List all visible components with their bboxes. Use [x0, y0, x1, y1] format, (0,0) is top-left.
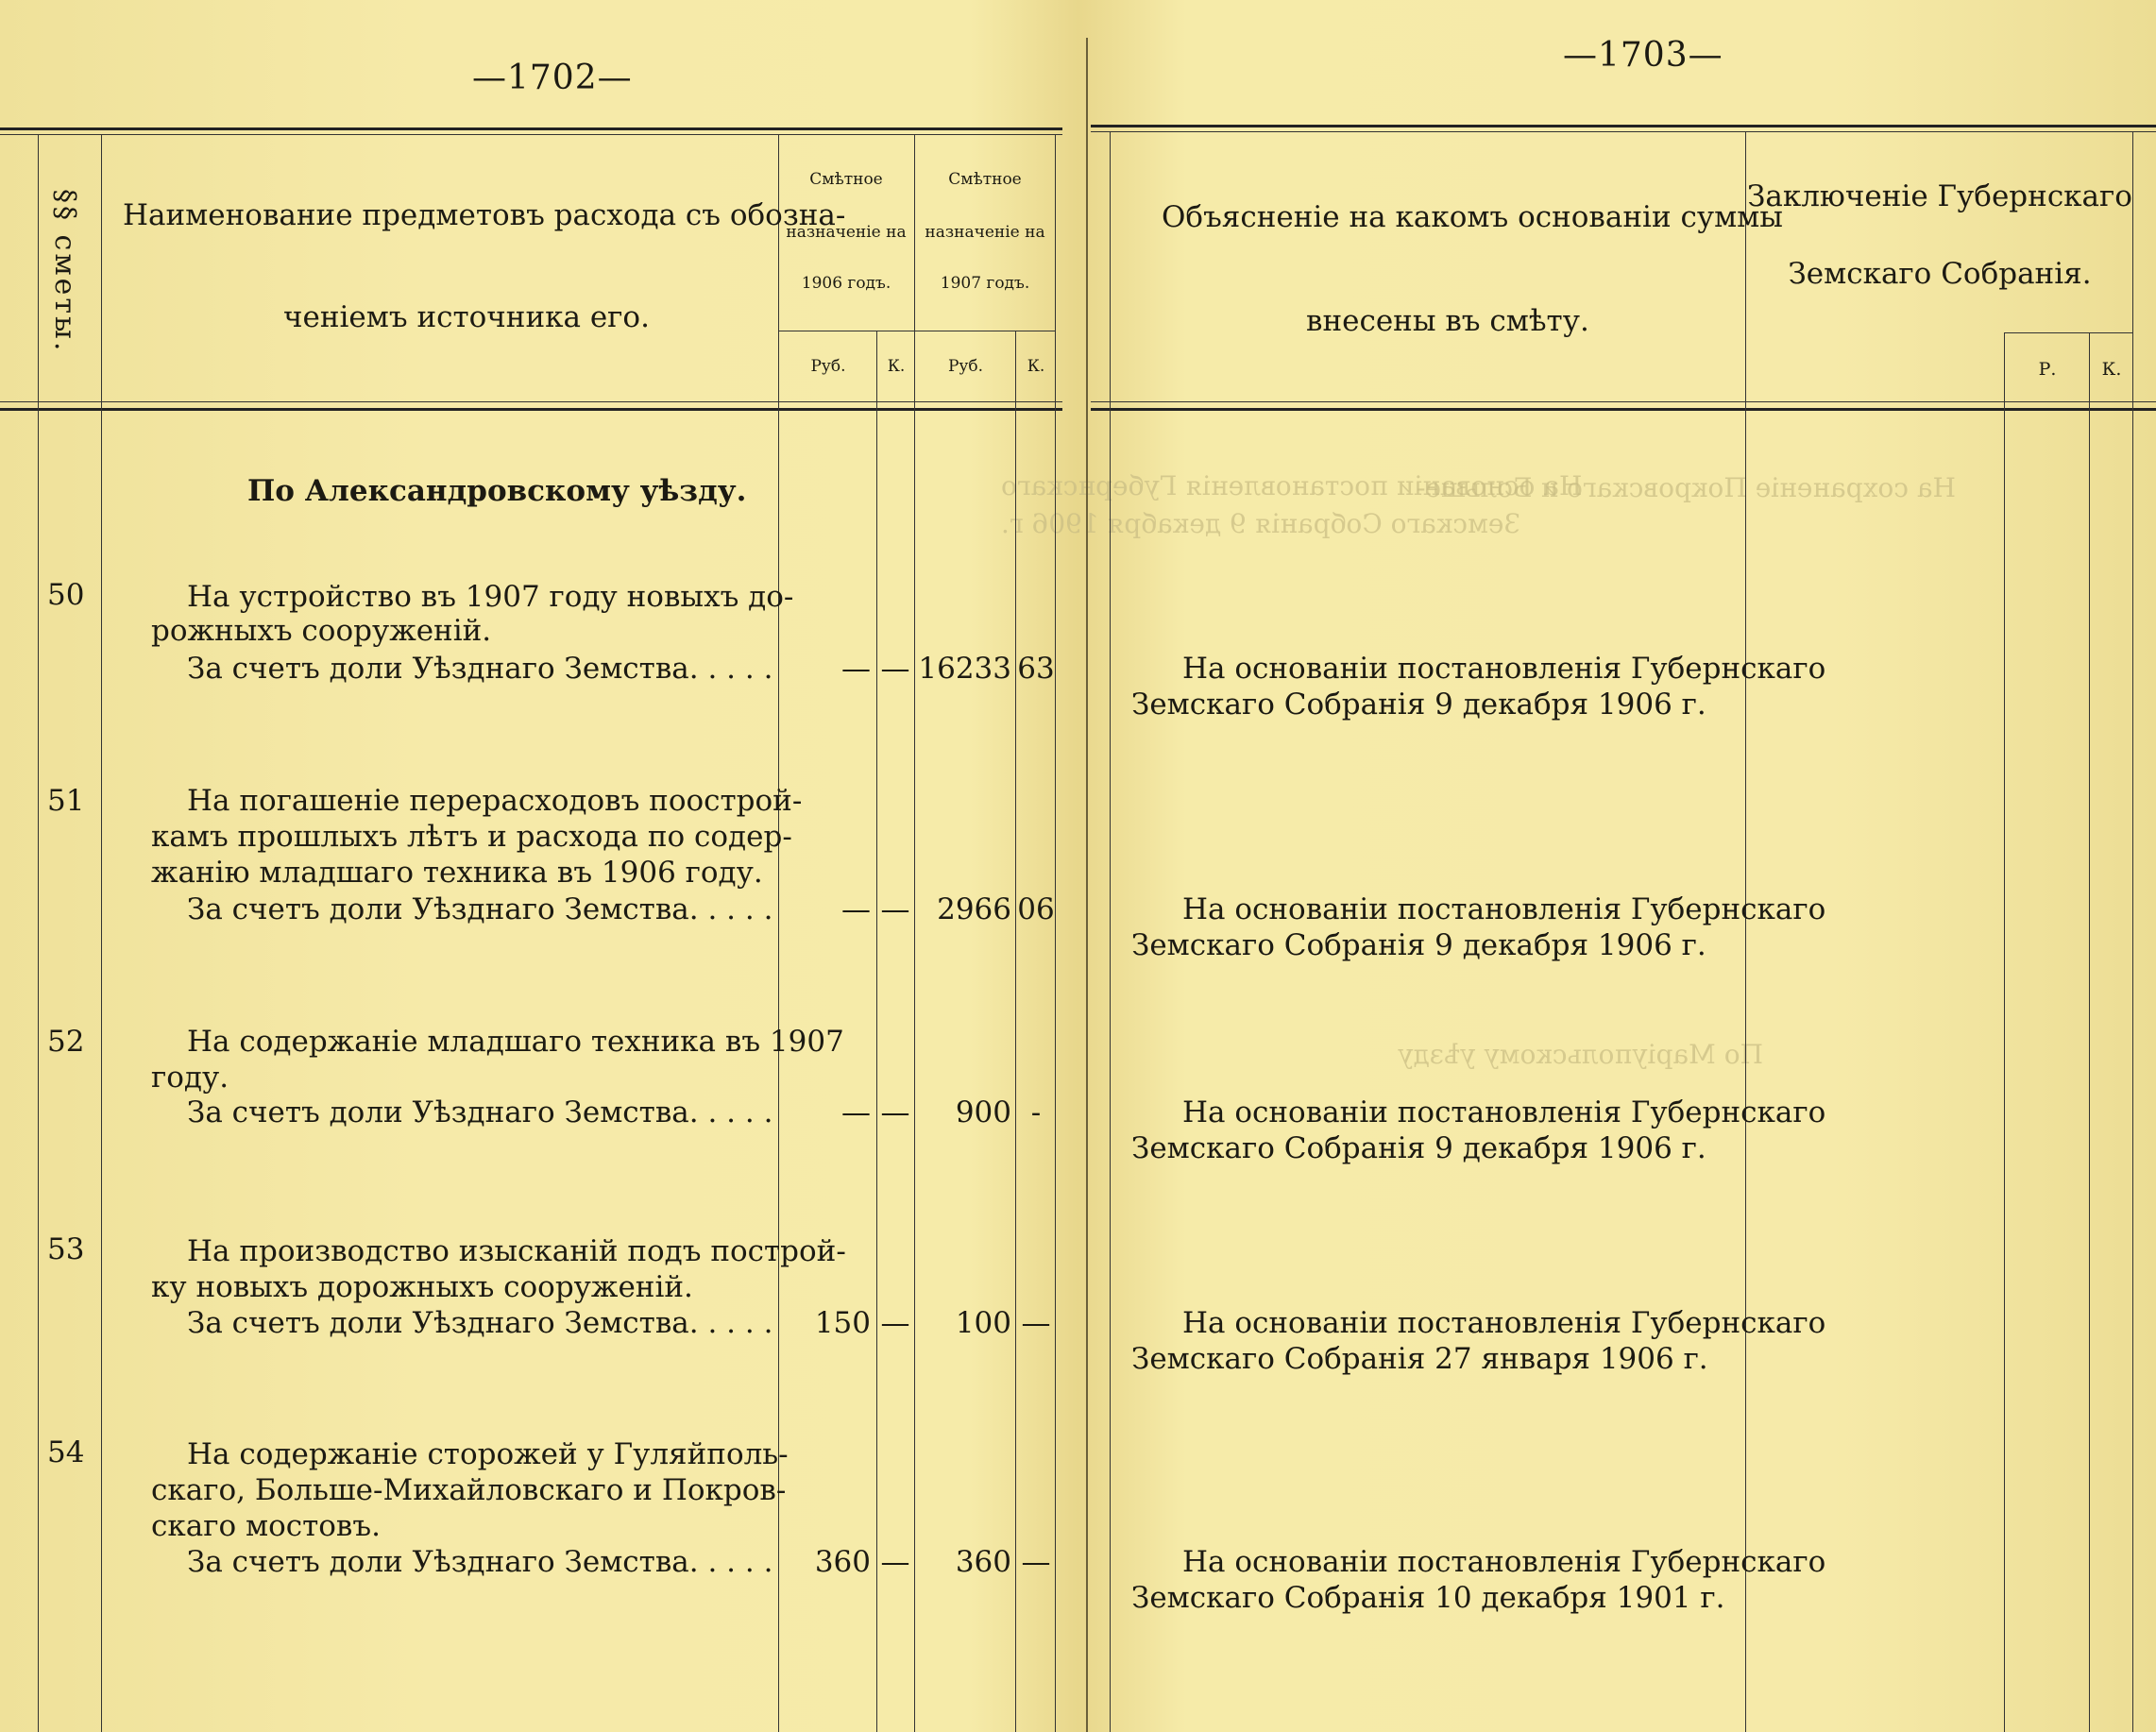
header-conclusion-line1: Заключеніе Губернскаго [1747, 179, 2132, 213]
row-text-line: За счетъ доли Уѣзднаго Земства. . . . . [187, 892, 773, 926]
column-divider [1015, 331, 1016, 1732]
amount-1906-kop: — [880, 892, 910, 926]
header-conclusion-kop: К. [2101, 359, 2122, 380]
row-text-line: На производство изысканій подъ построй- [187, 1234, 846, 1268]
amount-1906-rub: — [841, 1095, 871, 1129]
row-text-line: На устройство въ 1907 году новыхъ до- [187, 580, 794, 614]
amount-1906-kop: — [880, 1306, 910, 1340]
column-divider [1745, 131, 1746, 1732]
row-text-line: На содержаніе сторожей у Гуляйполь- [187, 1437, 789, 1471]
explanation-line: Земскаго Собранія 9 декабря 1906 г. [1131, 688, 1706, 722]
rule [0, 127, 1062, 130]
row-text-line: ку новыхъ дорожныхъ сооруженій. [151, 1270, 693, 1304]
amount-1907-kop: — [1021, 1306, 1051, 1340]
explanation-line: На основаніи постановленія Губернскаго [1182, 1306, 1826, 1340]
row-text-line: камъ прошлыхъ лѣтъ и расхода по содер- [151, 820, 792, 854]
header-name-line2: ченіемъ источника его. [283, 300, 650, 334]
rule [1091, 401, 2156, 402]
header-1906-rub: Руб. [810, 357, 846, 376]
column-divider [876, 331, 877, 1732]
header-conclusion-rub: Р. [2038, 359, 2057, 380]
row-text-line: На содержаніе младшаго техника въ 1907 [187, 1025, 844, 1059]
row-text-line: скаго, Больше-Михайловскаго и Покров- [151, 1473, 787, 1507]
bleed-through-text: Земскаго Собранія 9 декабря 1906 г. [1001, 508, 1520, 539]
amount-1906-rub: — [841, 652, 871, 686]
header-1907-line2: назначеніе на [925, 223, 1045, 242]
amount-1907-kop: — [1021, 1545, 1051, 1579]
row-text-line: За счетъ доли Уѣзднаго Земства. . . . . [187, 652, 773, 686]
explanation-line: Земскаго Собранія 9 декабря 1906 г. [1131, 928, 1706, 962]
header-name-line1: Наименование предметовъ расхода съ обозна- [123, 198, 846, 232]
amount-1906-rub: — [841, 892, 871, 926]
rule [0, 408, 1062, 411]
row-number: 52 [47, 1025, 85, 1059]
header-1907-line1: Смѣтное [948, 170, 1022, 189]
amount-1907-rub: 360 [955, 1545, 1011, 1579]
column-divider [1055, 134, 1056, 1732]
amount-1906-kop: — [880, 652, 910, 686]
header-section-number: §§ сметы. [48, 189, 81, 354]
header-1907-line3: 1907 годъ. [940, 274, 1030, 293]
rule [1091, 408, 2156, 411]
header-1906-kop: К. [887, 357, 906, 376]
spine-fold [1086, 38, 1088, 1732]
bleed-through-text: По Маріупольскому уѣзду [1398, 1039, 1763, 1070]
explanation-line: На основаніи постановленія Губернскаго [1182, 1545, 1826, 1579]
header-1907-kop: К. [1027, 357, 1045, 376]
column-divider [2004, 332, 2005, 1732]
row-number: 53 [47, 1232, 85, 1266]
page-number-left: —1702— [472, 59, 633, 97]
header-1907-rub: Руб. [947, 357, 984, 376]
amount-1907-rub: 2966 [937, 892, 1011, 926]
explanation-line: Земскаго Собранія 10 декабря 1901 г. [1131, 1581, 1725, 1615]
row-number: 50 [47, 578, 85, 612]
header-explanation-line2: внесены въ смѣту. [1306, 304, 1589, 338]
amount-1907-rub: 900 [955, 1095, 1011, 1129]
row-text-line: За счетъ доли Уѣзднаго Земства. . . . . [187, 1545, 773, 1579]
bleed-through-text: На основаніи постановленія Губернскаго [1001, 470, 1583, 501]
column-divider [2132, 131, 2133, 1732]
rule [1091, 131, 2156, 132]
row-text-line: рожныхъ сооруженій. [151, 614, 492, 648]
rule [0, 401, 1062, 402]
header-1906-line2: назначеніе на [786, 223, 907, 242]
row-text-line: жанію младшаго техника въ 1906 году. [151, 856, 763, 890]
explanation-line: На основаніи постановленія Губернскаго [1182, 892, 1826, 926]
row-number: 54 [47, 1435, 85, 1469]
row-number: 51 [47, 784, 85, 818]
amount-1907-kop: - [1030, 1095, 1042, 1129]
column-divider [1110, 131, 1111, 1732]
header-1906-line1: Смѣтное [809, 170, 883, 189]
column-divider [914, 134, 915, 1732]
explanation-line: На основаніи постановленія Губернскаго [1182, 1095, 1826, 1129]
column-divider [38, 134, 39, 1732]
amount-1906-rub: 360 [814, 1545, 871, 1579]
column-divider [101, 134, 102, 1732]
header-1906-line3: 1906 годъ. [801, 274, 891, 293]
column-divider [2089, 332, 2090, 1732]
rule [0, 134, 1062, 135]
amount-1907-rub: 100 [955, 1306, 1011, 1340]
bleed-through-text: На сохраненіе Покровскаго и Больше- [1417, 472, 1956, 503]
rule [2004, 332, 2132, 333]
amount-1907-rub: 16233 [918, 652, 1011, 686]
row-text-line: скаго мостовъ. [151, 1509, 381, 1543]
explanation-line: Земскаго Собранія 9 декабря 1906 г. [1131, 1131, 1706, 1165]
amount-1906-kop: — [880, 1095, 910, 1129]
page-number-right: —1703— [1563, 36, 1723, 75]
rule [1091, 125, 2156, 127]
amount-1906-rub: 150 [814, 1306, 871, 1340]
header-conclusion-line2: Земскаго Собранія. [1788, 257, 2092, 291]
amount-1907-kop: 06 [1017, 892, 1055, 926]
amount-1907-kop: 63 [1017, 652, 1055, 686]
row-text-line: За счетъ доли Уѣзднаго Земства. . . . . [187, 1306, 773, 1340]
explanation-line: Земскаго Собранія 27 января 1906 г. [1131, 1342, 1708, 1376]
header-explanation-line1: Объясненіе на какомъ основаніи суммы [1162, 200, 1783, 234]
explanation-line: На основаніи постановленія Губернскаго [1182, 652, 1826, 686]
row-text-line: На погашеніе перерасходовъ поострой- [187, 784, 803, 818]
section-title: По Александровскому уѣзду. [247, 474, 747, 508]
row-text-line: году. [151, 1061, 229, 1095]
row-text-line: За счетъ доли Уѣзднаго Земства. . . . . [187, 1095, 773, 1129]
amount-1906-kop: — [880, 1545, 910, 1579]
